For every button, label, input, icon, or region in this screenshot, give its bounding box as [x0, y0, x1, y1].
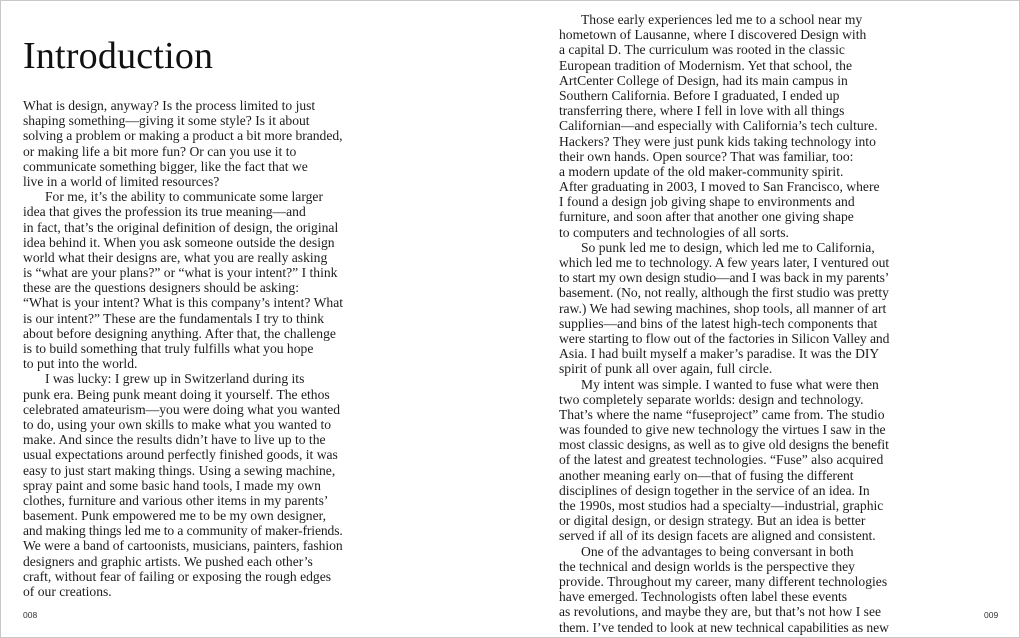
text-line: which led me to technology. A few years later, I ventured out	[559, 255, 890, 270]
text-line: transferring there, where I fell in love with all things	[559, 103, 845, 119]
right-text-column	[559, 12, 889, 635]
text-line: craft, without fear of failing or exposing the rough edges	[23, 568, 332, 584]
text-line: Asia. I had built myself a maker’s paradise. It was the DIY	[559, 346, 880, 362]
text-line: live in a world of limited resources?	[23, 173, 220, 189]
text-line: idea that gives the profession its true meaning—and	[23, 204, 306, 220]
text-line: or making life a bit more fun? Or can you use it to	[23, 143, 297, 159]
text-line: as revolutions, and maybe they are, but that’s not how I see	[559, 604, 882, 620]
text-line: raw.) We had sewing machines, shop tools, all manner of art	[559, 300, 887, 316]
text-line: two completely separate worlds: design and technology.	[559, 391, 864, 407]
text-line: a modern update of the old maker-community spirit.	[559, 163, 844, 179]
text-line: provide. Throughout my career, many different technologies	[559, 573, 888, 589]
text-line: solving a problem or making a product a bit more branded,	[23, 128, 343, 144]
text-line: designers and graphic artists. We pushed each other’s	[23, 553, 313, 569]
text-line: most classic designs, as well as to give old designs the benefit	[559, 437, 889, 453]
text-line: We were a band of cartoonists, musicians, painters, fashion	[23, 538, 343, 554]
text-line: of our creations.	[23, 584, 112, 599]
text-line: That’s where the name “fuseproject” came from. The studio	[559, 406, 885, 422]
text-line: of the latest and greatest technologies. “Fuse” also acquired	[559, 452, 884, 468]
text-line: Hackers? They were just punk kids taking technology into	[559, 133, 876, 149]
text-line: shaping something—giving it some style? Is it about	[23, 113, 310, 129]
text-line: usual expectations around perfectly finished goods, it was	[23, 447, 338, 463]
left-text-column	[23, 98, 343, 599]
text-line: the 1990s, most studios had a specialty—industrial, graphic	[559, 498, 884, 513]
text-line: One of the advantages to being conversant in both	[581, 543, 854, 559]
right-page	[511, 1, 1019, 637]
text-line: Those early experiences led me to a school near my	[581, 12, 863, 27]
text-line: communicate something bigger, like the fact that we	[23, 158, 308, 174]
text-line: ArtCenter College of Design, had its main campus in	[559, 72, 848, 88]
text-line: about before designing anything. After that, the challenge	[23, 325, 336, 341]
text-line: served if all of its design facets are aligned and consistent.	[559, 528, 876, 544]
left-page	[1, 1, 511, 637]
text-line: the technical and design worlds is the perspective they	[559, 558, 855, 574]
text-line: to do, using your own skills to make what you wanted to	[23, 416, 332, 432]
text-line: or digital design, or design strategy. But an idea is better	[559, 513, 866, 529]
text-line: Southern California. Before I graduated, I ended up	[559, 87, 840, 103]
text-line: basement. (No, not really, although the first studio was pretty	[559, 285, 889, 301]
text-line: clothes, furniture and various other items in my parents’	[23, 492, 329, 508]
text-line: and making things led me to a community of maker-friends.	[23, 523, 343, 539]
page-number-right: 009	[984, 610, 999, 620]
text-line: were starting to flow out of the factories in Silicon Valley and	[559, 330, 890, 346]
text-line: easy to just start making things. Using a sewing machine,	[23, 462, 336, 478]
text-line: is “what are your plans?” or “what is your intent?” I think	[23, 265, 338, 281]
text-line: these are the questions designers should be asking:	[23, 280, 299, 296]
text-line: their own hands. Open source? That was familiar, too:	[559, 148, 854, 164]
text-line: spirit of punk all over again, full circle.	[559, 361, 773, 377]
text-line: world what their designs are, what you are really asking	[23, 249, 328, 265]
text-line: Californian—and especially with California’s tech culture.	[559, 118, 878, 134]
text-line: have emerged. Technologists often label these events	[559, 589, 848, 605]
text-line: I found a design job giving shape to environments and	[559, 194, 855, 210]
text-line: to put into the world.	[23, 356, 138, 372]
text-line: them. I’ve tended to look at new technical capabilities as new	[559, 619, 889, 635]
text-line: a capital D. The curriculum was rooted in the classic	[559, 42, 845, 58]
text-line: idea behind it. When you ask someone outside the design	[23, 234, 335, 250]
text-line: to computers and technologies of all sorts.	[559, 224, 789, 240]
text-line: What is design, anyway? Is the process limited to just	[23, 98, 316, 113]
text-line: disciplines of design together in the service of an idea. In	[559, 482, 870, 498]
text-line: “What is your intent? What is this company’s intent? What	[23, 295, 344, 311]
text-line: After graduating in 2003, I moved to San Francisco, where	[559, 179, 880, 195]
text-line: is to build something that truly fulfills what you hope	[23, 341, 314, 356]
text-line: hometown of Lausanne, where I discovered Design with	[559, 27, 867, 43]
text-line: in fact, that’s the original definition of design, the original	[23, 219, 339, 235]
text-line: European tradition of Modernism. Yet that school, the	[559, 57, 852, 73]
text-line: to start my own design studio—and I was back in my parents’	[559, 270, 890, 286]
text-line: For me, it’s the ability to communicate some larger	[45, 189, 323, 205]
chapter-title: Introduction	[23, 35, 214, 78]
text-line: furniture, and soon after that another one giving shape	[559, 209, 854, 225]
page-number-left: 008	[23, 610, 38, 620]
text-line: was founded to give new technology the virtues I saw in the	[559, 422, 886, 438]
text-line: another meaning early on—that of fusing the different	[559, 467, 854, 483]
text-line: I was lucky: I grew up in Switzerland during its	[45, 371, 305, 387]
text-line: make. And since the results didn’t have to live up to the	[23, 432, 326, 448]
text-line: spray paint and some basic hand tools, I made my own	[23, 477, 321, 493]
text-line: is our intent?” These are the fundamentals I try to think	[23, 310, 324, 326]
text-line: supplies—and bins of the latest high-tech components that	[559, 315, 878, 331]
text-line: punk era. Being punk meant doing it yourself. The ethos	[23, 386, 330, 402]
text-line: celebrated amateurism—you were doing what you wanted	[23, 401, 341, 417]
text-line: So punk led me to design, which led me to California,	[581, 239, 875, 255]
text-line: basement. Punk empowered me to be my own designer,	[23, 508, 326, 524]
text-line: My intent was simple. I wanted to fuse what were then	[581, 376, 879, 392]
